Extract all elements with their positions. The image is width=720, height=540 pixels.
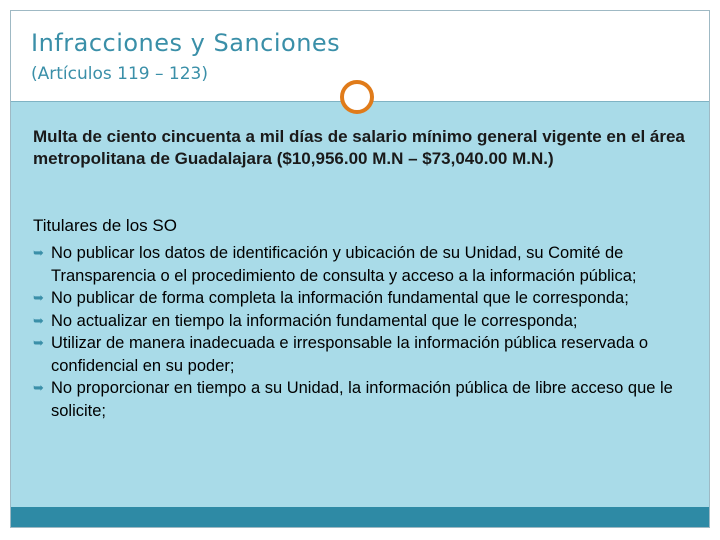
list-item [33,287,701,310]
bullet-chevron-icon: ➥ [33,245,44,260]
list-item-text: No publicar de forma completa la información fundamental que le corresponda; [51,289,629,307]
infractions-list [33,242,701,422]
list-item [33,242,701,287]
list-item [33,377,701,422]
list-item-text: Utilizar de manera inadecuada e irresponsable la información pública reservada o confidencial en su poder; [51,334,649,375]
footer-bar [11,507,709,527]
bullet-chevron-icon: ➥ [33,312,44,328]
list-item [33,310,701,333]
list-item-text: No actualizar en tiempo la información fundamental que le corresponda; [51,311,578,330]
bullet-chevron-icon: ➥ [33,335,44,350]
penalty-description: Multa de ciento cincuenta a mil días de salario mínimo general vigente en el área metropolitana de Guadalajara ($10,956.00 M.N – $73,040.00 M.N.) [33,127,685,168]
slide-title: Infracciones y Sanciones [31,29,341,57]
list-item-text: No proporcionar en tiempo a su Unidad, la información pública de libre acceso que le solicite; [51,379,673,420]
bullet-chevron-icon: ➥ [33,380,44,395]
slide-subtitle: (Artículos 119 – 123) [31,64,208,84]
decorative-circle-icon [340,80,374,114]
bullet-chevron-icon: ➥ [33,290,44,305]
list-item [33,332,701,377]
section-title: Titulares de los SO [33,216,177,235]
list-item-text: No publicar los datos de identificación y ubicación de su Unidad, su Comité de Transparencia o el procedimiento de consulta y acceso a la información pública; [51,244,637,285]
slide-frame [10,10,710,528]
